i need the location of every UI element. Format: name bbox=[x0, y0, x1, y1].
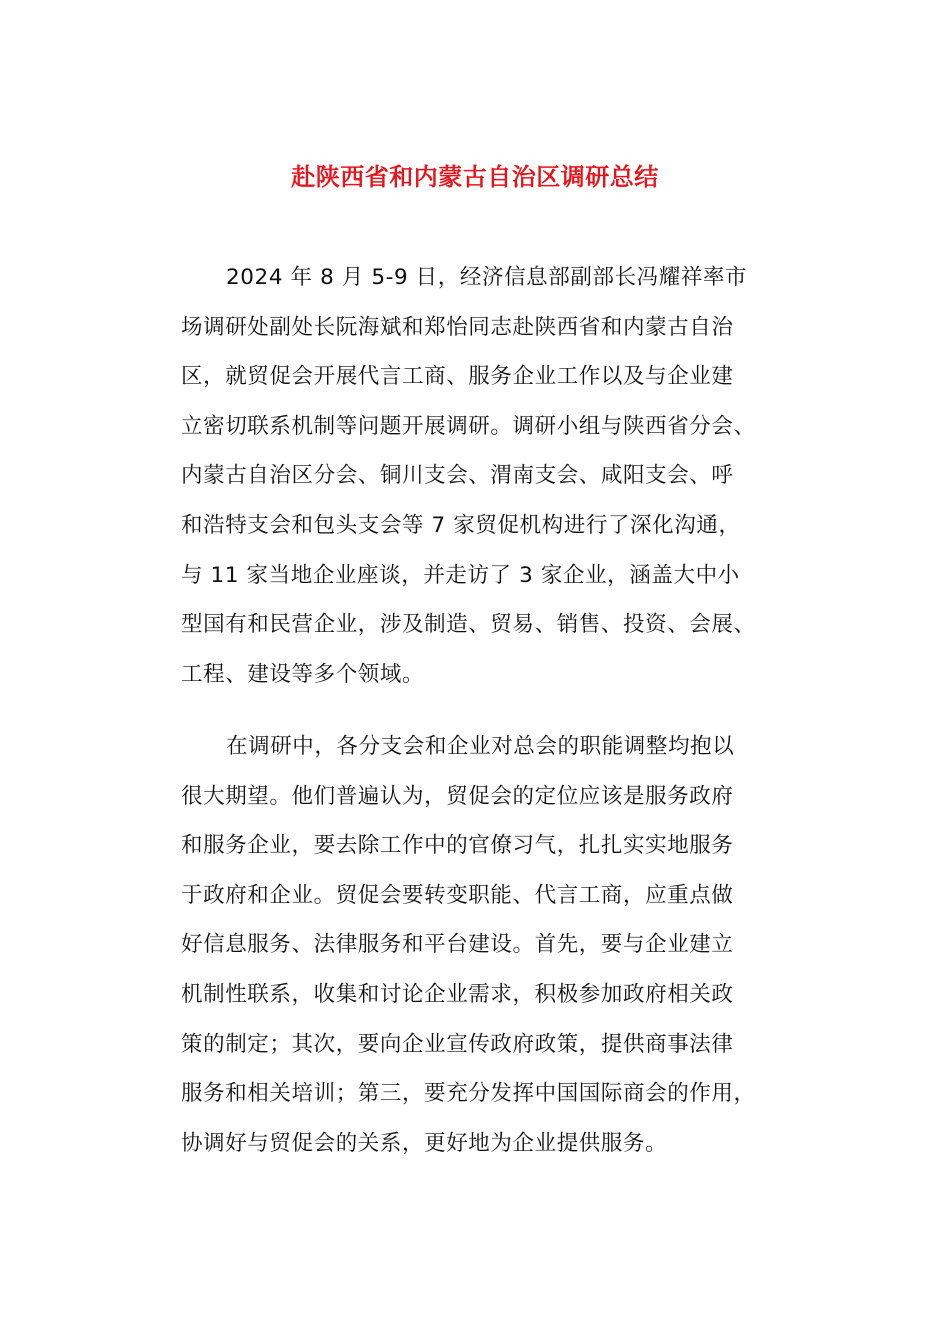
paragraph-line: 内蒙古自治区分会、铜川支会、渭南支会、咸阳支会、呼 bbox=[181, 463, 734, 489]
paragraph-line: 协调好与贸促会的关系，更好地为企业提供服务。 bbox=[181, 1130, 668, 1156]
paragraph-line: 和服务企业，要去除工作中的官僚习气，扎扎实实地服务 bbox=[181, 833, 734, 859]
paragraph-line: 很大期望。他们普遍认为，贸促会的定位应该是服务政府 bbox=[181, 783, 734, 809]
paragraph-line: 于政府和企业。贸促会要转变职能、代言工商，应重点做 bbox=[181, 882, 734, 908]
paragraph-line: 在调研中，各分支会和企业对总会的职能调整均抱以 bbox=[226, 734, 735, 759]
paragraph-line: 策的制定；其次，要向企业宣传政府政策，提供商事法律 bbox=[181, 1031, 734, 1057]
paragraph-line: 服务和相关培训；第三，要充分发挥中国国际商会的作用， bbox=[181, 1081, 756, 1107]
paragraph-line: 场调研处副处长阮海斌和郑怡同志赴陕西省和内蒙古自治 bbox=[181, 314, 734, 340]
paragraph-line: 与 11 家当地企业座谈，并走访了 3 家企业，涵盖大中小 bbox=[181, 562, 740, 588]
paragraph-line: 型国有和民营企业，涉及制造、贸易、销售、投资、会展、 bbox=[181, 612, 756, 638]
paragraph-line: 2024 年 8 月 5-9 日，经济信息部副部长冯耀祥率市 bbox=[226, 265, 748, 290]
document-title: 赴陕西省和内蒙古自治区调研总结 bbox=[291, 163, 659, 191]
paragraph-line: 和浩特支会和包头支会等 7 家贸促机构进行了深化沟通， bbox=[181, 512, 741, 538]
paragraph-line: 好信息服务、法律服务和平台建设。首先，要与企业建立 bbox=[181, 932, 734, 958]
paragraph-line: 区，就贸促会开展代言工商、服务企业工作以及与企业建 bbox=[181, 364, 734, 390]
paragraph-2 bbox=[181, 727, 781, 1173]
paragraph-line: 立密切联系机制等问题开展调研。调研小组与陕西省分会、 bbox=[181, 413, 756, 439]
paragraph-line: 机制性联系，收集和讨论企业需求，积极参加政府相关政 bbox=[181, 981, 734, 1007]
paragraph-line: 工程、建设等多个领域。 bbox=[181, 661, 425, 687]
paragraph-1 bbox=[181, 258, 781, 704]
